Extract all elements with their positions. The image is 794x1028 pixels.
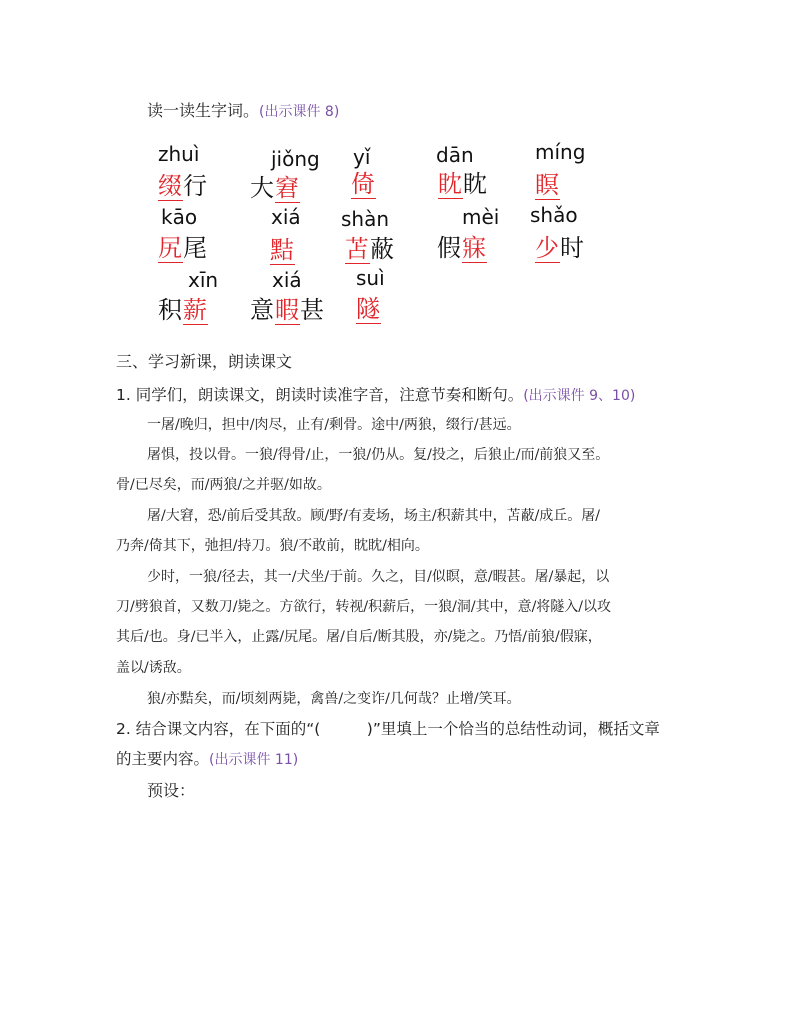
vocab-word-pre: 积 <box>158 296 183 324</box>
passage-line: 刀/劈狼首，又数刀/毙之。方欲行，转视/积薪后，一狼/洞/其中，意/将隧入/以攻 <box>116 599 612 615</box>
question-2-text: 的主要内容。 <box>116 750 210 768</box>
vocab-pinyin: kāo <box>161 205 198 229</box>
passage-line: 其后/也。身/已半入，止露/尻尾。屠/自后/断其股，亦/毙之。乃悟/前狼/假寐， <box>116 629 602 645</box>
vocab-pinyin: xīn <box>188 268 219 292</box>
vocab-word-pre: 假 <box>437 234 462 262</box>
vocab-word <box>250 168 300 203</box>
vocab-word <box>158 228 208 263</box>
vocab-word <box>438 164 488 199</box>
intro-text: 读一读生字词。 <box>147 101 260 120</box>
vocab-word <box>535 165 560 200</box>
passage-line: 狼/亦黠矣，而/顷刻两毙，禽兽/之变诈/几何哉？止增/笑耳。 <box>147 691 521 707</box>
vocab-target-char: 眈 <box>438 170 463 198</box>
question-2-line-1: 2. 结合课文内容，在下面的“( )”里填上一个恰当的总结性动词，概括文章 <box>116 720 660 738</box>
vocab-pinyin: shàn <box>341 207 390 231</box>
vocab-target-char: 暇 <box>275 296 300 324</box>
vocab-word-post: 尾 <box>183 234 208 262</box>
vocab-pinyin: xiá <box>272 268 302 292</box>
vocab-target-char: 少 <box>535 234 560 262</box>
vocab-pinyin: jiǒng <box>271 147 320 171</box>
vocab-target-char: 苫 <box>345 235 370 263</box>
vocab-target-char: 隧 <box>356 295 381 323</box>
vocab-pinyin: yǐ <box>353 145 371 169</box>
passage-line: 屠/大窘，恐/前后受其敌。顾/野/有麦场，场主/积薪其中，苫蔽/成丘。屠/ <box>147 508 601 524</box>
vocab-word-pre: 大 <box>250 174 275 202</box>
vocab-pinyin: mèi <box>462 205 500 229</box>
vocab-word-post: 甚 <box>300 296 325 324</box>
vocab-word <box>250 290 325 325</box>
vocab-target-char: 瞑 <box>535 171 560 199</box>
vocab-pinyin: shǎo <box>530 203 578 227</box>
vocab-word <box>535 228 585 263</box>
vocab-pinyin: dān <box>436 143 474 167</box>
vocab-pinyin: zhuì <box>158 142 200 166</box>
vocab-target-char: 尻 <box>158 234 183 262</box>
vocab-target-char: 寐 <box>462 234 487 262</box>
vocab-word <box>270 230 295 265</box>
vocab-target-char: 缀 <box>158 172 183 200</box>
vocab-target-char: 倚 <box>351 170 376 198</box>
passage-line: 屠惧，投以骨。一狼/得骨/止，一狼/仍从。复/投之，后狼止/而/前狼又至。 <box>147 447 610 463</box>
vocab-word <box>345 229 395 264</box>
vocab-word-post: 行 <box>183 172 208 200</box>
question-1-note: (出示课件 9、10) <box>523 388 636 404</box>
question-2-line-2 <box>116 747 298 769</box>
question-1 <box>116 383 635 405</box>
passage-line: 一屠/晚归，担中/肉尽，止有/剩骨。途中/两狼，缀行/甚远。 <box>147 417 521 433</box>
vocab-pinyin: míng <box>535 140 586 164</box>
vocab-target-char: 薪 <box>183 296 208 324</box>
passage-line: 骨/已尽矣，而/两狼/之并驱/如故。 <box>116 477 331 493</box>
vocab-pinyin: xiá <box>271 205 301 229</box>
preset-label: 预设： <box>147 781 196 800</box>
vocab-word <box>158 290 208 325</box>
vocab-word <box>351 164 376 199</box>
intro-instruction <box>147 98 339 121</box>
vocab-pinyin: suì <box>356 266 385 290</box>
vocab-target-char: 窘 <box>275 174 300 202</box>
vocab-word <box>437 228 487 263</box>
intro-note: (出示课件 8) <box>259 104 340 120</box>
passage-line: 盖以/诱敌。 <box>116 660 191 676</box>
vocab-word-pre: 意 <box>250 296 275 324</box>
question-2-note: (出示课件 11) <box>209 752 299 768</box>
question-1-text: 1. 同学们，朗读课文，朗读时读准字音，注意节奏和断句。 <box>116 386 524 404</box>
section-heading: 三、学习新课，朗读课文 <box>116 352 293 371</box>
vocab-target-char: 黠 <box>270 236 295 264</box>
vocab-word-post: 眈 <box>463 170 488 198</box>
passage-line: 少时，一狼/径去，其一/犬坐/于前。久之，目/似瞑，意/暇甚。屠/暴起，以 <box>147 569 610 585</box>
passage-line: 乃奔/倚其下，弛担/持刀。狼/不敢前，眈眈/相向。 <box>116 538 429 554</box>
vocab-word-post: 蔽 <box>370 235 395 263</box>
vocab-word <box>158 166 208 201</box>
vocab-word-post: 时 <box>560 234 585 262</box>
vocab-word <box>356 289 381 324</box>
